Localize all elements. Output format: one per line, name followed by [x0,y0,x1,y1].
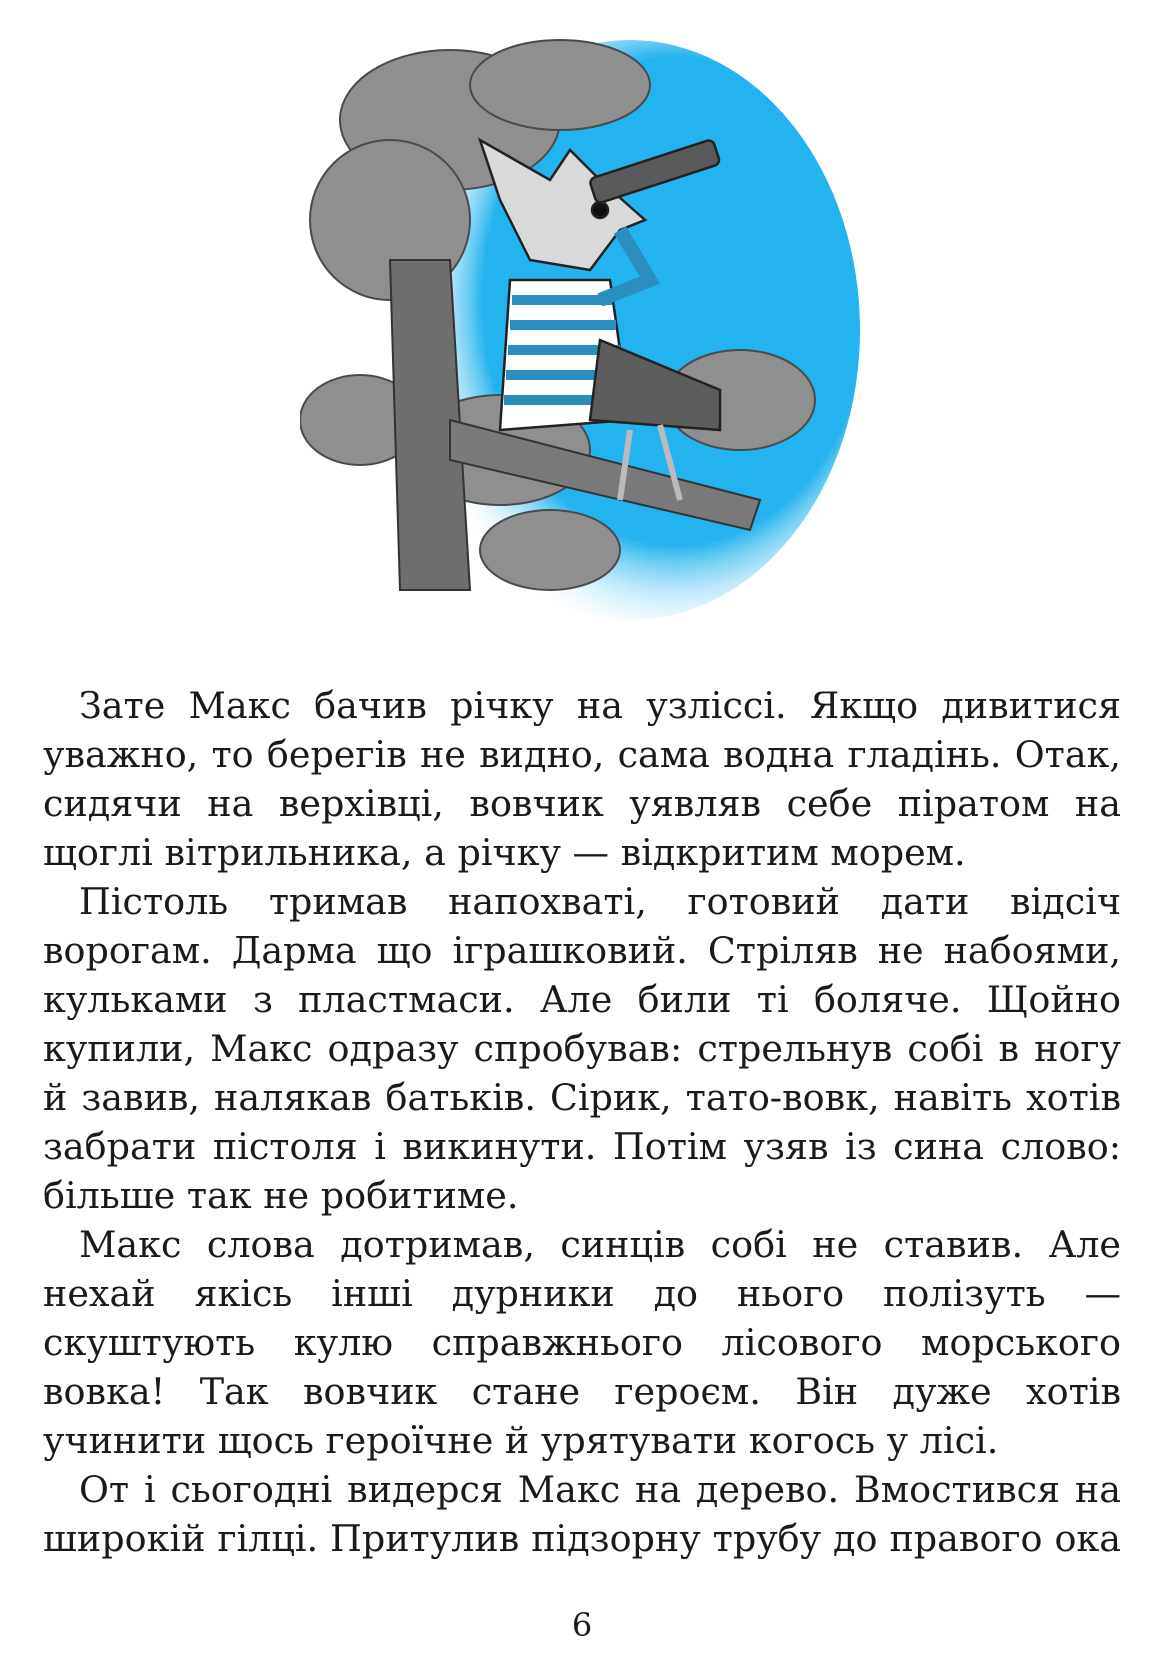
paragraph [43,877,1121,1220]
text-line: От і сьогодні видерся Макс на дерево. Вмостився на [79,1468,1121,1511]
text-line: й завив, налякав батьків. Сірик, тато-вовк, навіть хотів [43,1076,1121,1119]
paragraph [43,681,1121,877]
text-line: нехай якісь інші дурники до нього полізуть — [43,1272,1121,1315]
text-line: купили, Макс одразу спробував: стрельнув собі в ногу [43,1027,1121,1070]
text-line: більше так не робитиме. [43,1174,519,1217]
text-line: щоглі вітрильника, а річку — відкритим морем. [43,831,966,874]
paragraph [43,1465,1121,1563]
text-line: широкій гілці. Притулив підзорну трубу до правого ока [43,1517,1121,1560]
text-line: сидячи на верхівці, вовчик уявляв себе піратом на [43,782,1121,825]
text-line: вовка! Так вовчик стане героєм. Він дуже хотів [43,1370,1121,1413]
story-illustration [300,30,860,620]
text-line: скуштують кулю справжнього лісового морського [43,1321,1121,1364]
text-line: Макс слова дотримав, синців собі не ставив. Але [79,1223,1121,1266]
text-line: ворогам. Дарма що іграшковий. Стріляв не набоями, [43,929,1121,972]
text-line: уважно, то берегів не видно, сама водна гладінь. Отак, [43,733,1121,776]
text-line: забрати пістоля і викинути. Потім узяв із сина слово: [43,1125,1121,1168]
text-line: кульками з пластмаси. Але били ті боляче. Щойно [43,978,1121,1021]
text-line: Зате Макс бачив річку на узліссі. Якщо дивитися [79,684,1121,727]
story-text [43,681,1121,1563]
text-line: учинити щось героїчне й урятувати когось у лісі. [43,1419,999,1462]
page-number: 6 [571,1606,593,1644]
paragraph [43,1220,1121,1465]
text-line: Пістоль тримав напохваті, готовий дати відсіч [79,880,1121,923]
